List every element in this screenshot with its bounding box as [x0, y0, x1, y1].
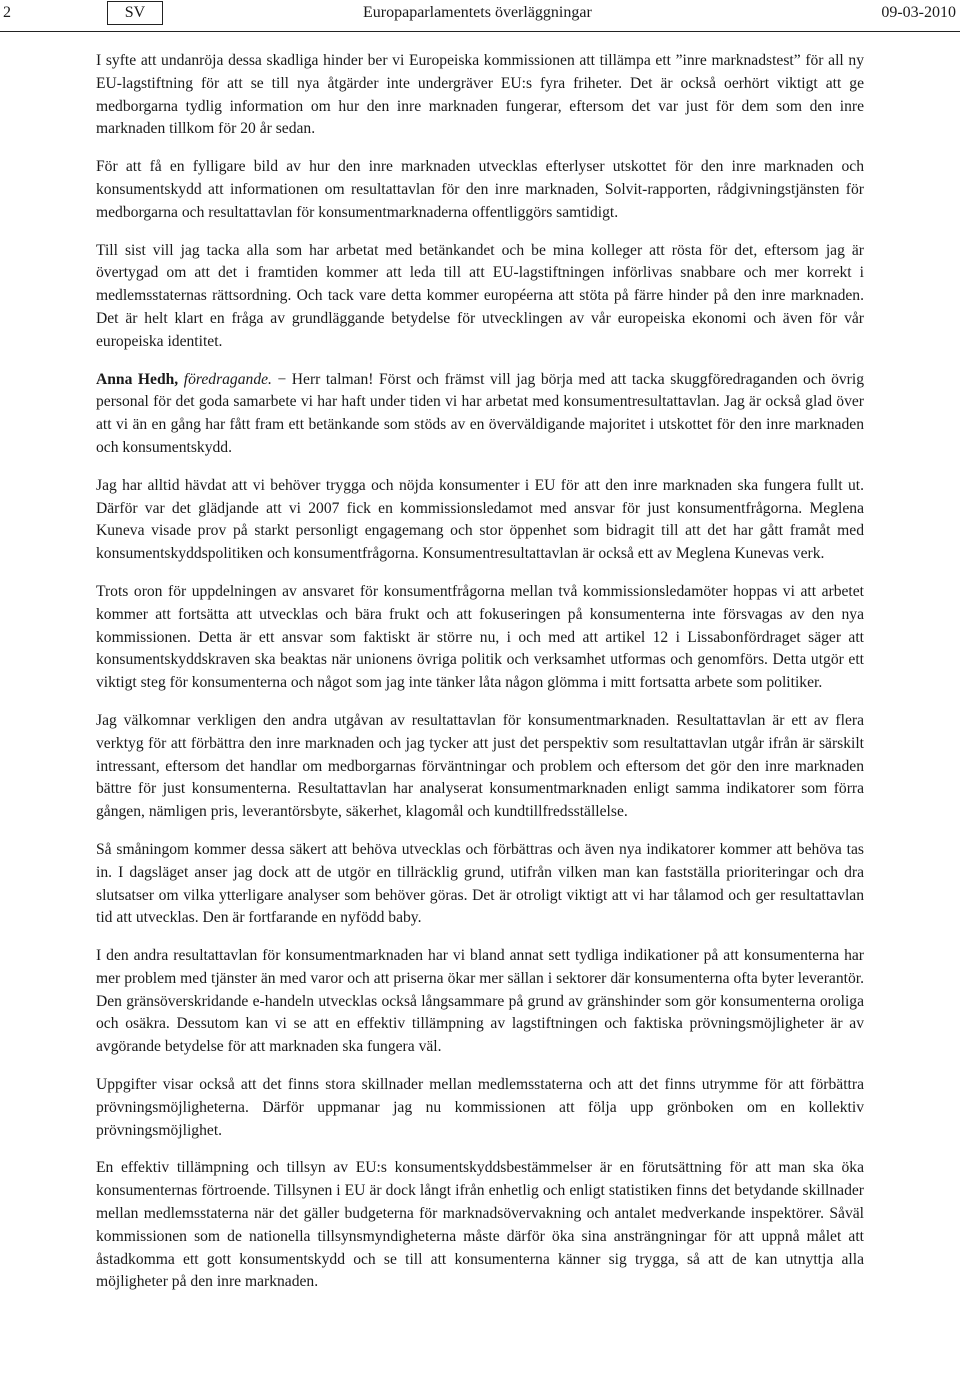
- language-code-box: SV: [107, 1, 163, 25]
- paragraph-9: I den andra resultattavlan för konsumentmarknaden har vi bland annat sett tydliga indikationer på att konsumenterna har mer problem med tjänster än med varor och att priserna ökar mer sällan i sektorer där konsumenterna ofta byter leverantör. Den gränsöverskridande e-handeln utvecklas också långsammare på grund av gränshinder som gör konsumenterna oroliga och osäkra. Dessutom kan vi se att en effektiv tillämpning av lagstiftningen och faktiska prövningsmöjligheter är av avgörande betydelse för att marknaden ska fungera väl.: [96, 947, 864, 1056]
- speaker-name: Anna Hedh,: [96, 370, 179, 388]
- speaker-statement: − Herr talman! Först och främst vill jag börja med att tacka skuggföredraganden och övrig personal för det goda samarbete vi har haft under tiden vi har arbetat med konsumentresultattavlan. Jag är också glad över att vi än en gång har fått fram ett betänkande som stöds av en överväldigande majoritet i utskottet för den inre marknaden och konsumentskydd.: [96, 370, 864, 456]
- speaker-role: föredragande.: [183, 370, 272, 388]
- publication-title: Europaparlamentets överläggningar: [363, 4, 592, 21]
- document-body: [96, 50, 864, 1309]
- page-header: [0, 0, 960, 32]
- paragraph-2: För att få en fylligare bild av hur den inre marknaden utvecklas efterlyser utskottet för den inre marknaden och konsumentskydd att informationen om resultattavlan för den inre marknaden, Solvit-rapporten, rådgivningstjänsten för medborgarna och resultattavlan för konsumentmarknaderna offentliggörs samtidigt.: [96, 158, 864, 221]
- paragraph-8: Så småningom kommer dessa säkert att behöva utvecklas och förbättras och även nya indikatorer kommer att behöva tas in. I dagsläget anser jag dock att de utgör en tillräcklig grund, utifrån vilken man kan fastställa prioriteringar och dra slutsatser om vilka ytterligare analyser som behöver göras. Det är otroligt viktigt att vi har tålamod och ger resultattavlan tid att utvecklas. Den är fortfarande en nyfödd baby.: [96, 840, 864, 927]
- page-number: 2: [3, 4, 11, 21]
- paragraph-11: En effektiv tillämpning och tillsyn av EU:s konsumentskyddsbestämmelser är en förutsättning för att man ska öka konsumenternas förtroende. Tillsynen i EU är dock långt ifrån enhetlig och enligt statistiken finns det betydande skillnader mellan medlemsstaterna när det gäller budgeterna för marknadsövervakning och antalet medverkande inspektörer. Såväl kommissionen som de nationella tillsynsmyndigheterna måste därför öka sina ansträngningar för att uppnå målet att åstadkomma ett gott konsumentskydd och se till att konsumenterna känner sig trygga, så att de kan utnyttja alla möjligheter på den inre marknaden.: [96, 1159, 864, 1291]
- paragraph-10: Uppgifter visar också att det finns stora skillnader mellan medlemsstaterna och att det finns utrymme för att förbättra prövningsmöjligheterna. Därför uppmanar jag nu kommissionen att följa upp grönboken om en kollektiv prövningsmöjlighet.: [96, 1076, 864, 1139]
- publication-date: 09-03-2010: [881, 4, 956, 21]
- paragraph-6: Trots oron för uppdelningen av ansvaret för konsumentfrågorna mellan två kommissionsledamöter hoppas vi att arbetet kommer att fortsätta att utvecklas och bära frukt och att fokuseringen på konsumenterna inte försvagas av den nya kommissionen. Detta är ett ansvar som faktiskt är större nu, i och med att artikel 12 i Lissabonfördraget säger att konsumentskyddskraven ska beaktas när unionens övriga politik och verksamhet utformas och genomförs. Detta utgör ett viktigt steg för konsumenterna och något som jag inte tänker låta någon glömma i mitt fortsatta arbete som politiker.: [96, 582, 864, 692]
- paragraph-3: Till sist vill jag tacka alla som har arbetat med betänkandet och be mina kolleger att rösta för det, eftersom jag är övertygad om att det i framtiden kommer att leda till att EU-lagstiftningen införlivas snabbare och mer korrekt i medlemsstaternas rättsordning. Och tack vare detta kommer européerna att stöta på färre hinder på den inre marknaden. Det är helt klart en fråga av grundläggande betydelse för utvecklingen av vår europeiska ekonomi och även för vår europeiska identitet.: [96, 241, 864, 350]
- paragraph-1: I syfte att undanröja dessa skadliga hinder ber vi Europeiska kommissionen att tillämpa ett ”inre marknadstest” för all ny EU-lagstiftning för att se till nya åtgärder inte undergräver EU:s fyra friheter. Det är också oerhört viktigt att ge medborgarna tydlig information om hur den inre marknaden fungerar, eftersom det var just för dem som den inre marknaden tillkom för 20 år sedan.: [96, 52, 864, 138]
- paragraph-5: Jag har alltid hävdat att vi behöver trygga och nöjda konsumenter i EU för att den inre marknaden ska fungera fullt ut. Därför var det glädjande att vi 2007 fick en kommissionsledamot med ansvar för just konsumentfrågorna. Meglena Kuneva visade prov på starkt personligt engagemang och stor öppenhet som bidragit till att det har gått framåt med konsumentskyddspolitiken och konsumentfrågorna. Konsumentresultattavlan är också ett av Meglena Kunevas verk.: [96, 476, 864, 563]
- speaker-paragraph: [96, 369, 864, 460]
- paragraph-7: Jag välkomnar verkligen den andra utgåvan av resultattavlan för konsumentmarknaden. Resultattavlan är ett av flera verktyg för att förbättra den inre marknaden och jag tycker att just det perspektiv som resultattavlan utgår ifrån är särskilt intressant, eftersom det handlar om medborgarnas förväntningar och problem och eftersom det gör den inre marknaden bättre för just konsumenterna. Resultattavlan har analyserat konsumentmarknaden enligt samma indikatorer som förra gången, nämligen pris, leverantörsbyte, säkerhet, klagomål och kundtillfredsställelse.: [96, 711, 864, 821]
